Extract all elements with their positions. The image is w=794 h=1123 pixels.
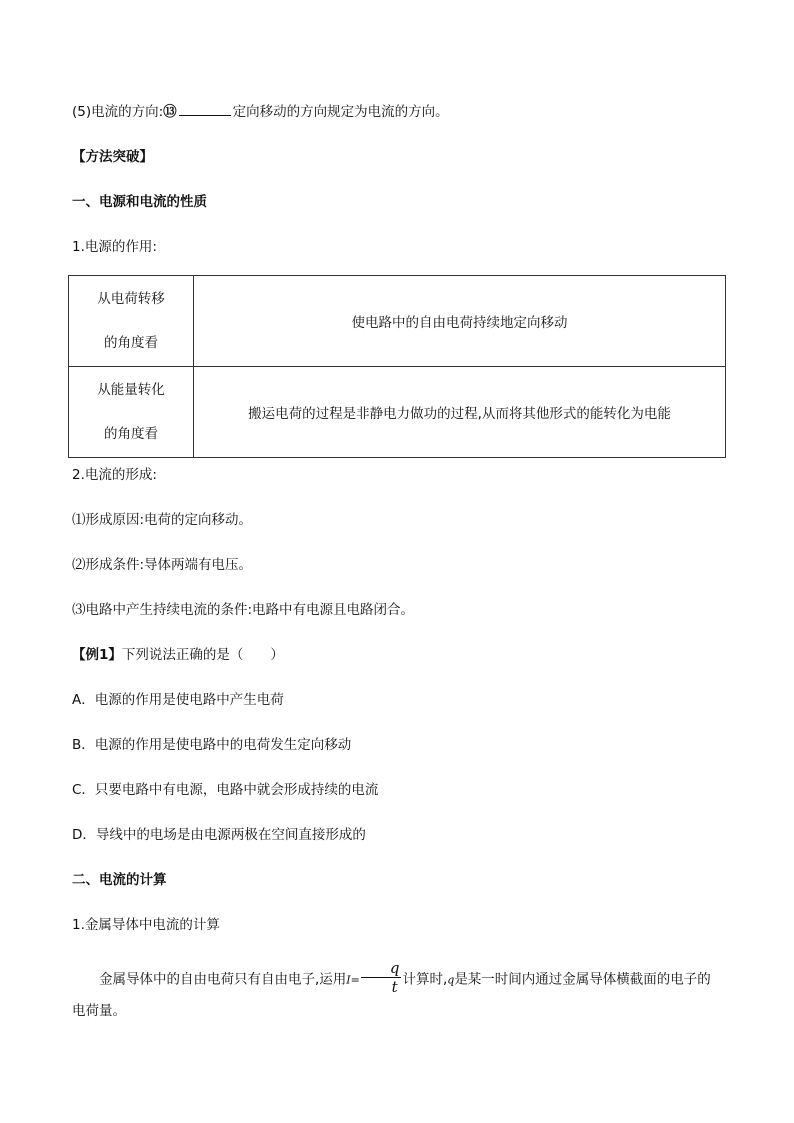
section2-item1-title: 1.金属导体中电流的计算 xyxy=(72,917,220,933)
power-source-role-table xyxy=(68,275,726,458)
circled-number-marker: ⑬ xyxy=(163,104,177,120)
formula-numerator: q xyxy=(361,959,402,978)
line-suffix: 定向移动的方向规定为电流的方向。 xyxy=(232,104,449,120)
item2-point: ⑵形成条件:导体两端有电压。 xyxy=(72,557,253,573)
section2-title: 二、电流的计算 xyxy=(72,872,167,888)
formula-fraction xyxy=(361,959,402,996)
formula-denominator: t xyxy=(391,978,398,996)
section1-item1-title: 1.电源的作用: xyxy=(72,239,157,255)
table-row-label xyxy=(69,367,194,458)
section1-item2-title: 2.电流的形成: xyxy=(72,467,157,483)
paragraph-text: 计算时, xyxy=(402,971,448,988)
label-line: 的角度看 xyxy=(104,335,158,351)
section1-title: 一、电源和电流的性质 xyxy=(72,194,207,210)
table-row-value: 使电路中的自由电荷持续地定向移动 xyxy=(194,276,726,367)
line-prefix: (5)电流的方向: xyxy=(72,104,164,120)
item2-point: ⑴形成原因:电荷的定向移动。 xyxy=(72,512,253,528)
label-line: 从电荷转移 xyxy=(97,291,165,307)
label-line: 从能量转化 xyxy=(97,382,165,398)
example1-question xyxy=(72,646,284,664)
example-option-a: A．电源的作用是使电路中产生电荷 xyxy=(72,692,284,708)
table-row xyxy=(69,276,726,367)
table-row-value: 搬运电荷的过程是非静电力做功的过程,从而将其他形式的能转化为电能 xyxy=(194,367,726,458)
current-direction-line xyxy=(72,103,449,121)
fill-in-blank xyxy=(179,103,231,116)
paragraph-text: 金属导体中的自由电荷只有自由电子,运用 xyxy=(99,971,347,988)
metal-current-paragraph xyxy=(72,961,724,1024)
variable-q: q xyxy=(447,973,455,987)
example-option-c: C．只要电路中有电源，电路中就会形成持续的电流 xyxy=(72,782,379,798)
paragraph-text: 是某一时间内通过金属导体横截面的电子的电荷量。 xyxy=(72,971,711,1019)
example-option-d: D．导线中的电场是由电源两极在空间直接形成的 xyxy=(72,827,366,843)
example-question-text: 下列说法正确的是（ ） xyxy=(121,647,284,663)
table-row xyxy=(69,367,726,458)
example-label: 【例1】 xyxy=(72,647,122,663)
table-row-label xyxy=(69,276,194,367)
formula-lhs: I= xyxy=(346,973,360,987)
method-heading: 【方法突破】 xyxy=(72,149,153,165)
label-line: 的角度看 xyxy=(104,426,158,442)
item2-point: ⑶电路中产生持续电流的条件:电路中有电源且电路闭合。 xyxy=(72,602,415,618)
example-option-b: B．电源的作用是使电路中的电荷发生定向移动 xyxy=(72,737,352,753)
